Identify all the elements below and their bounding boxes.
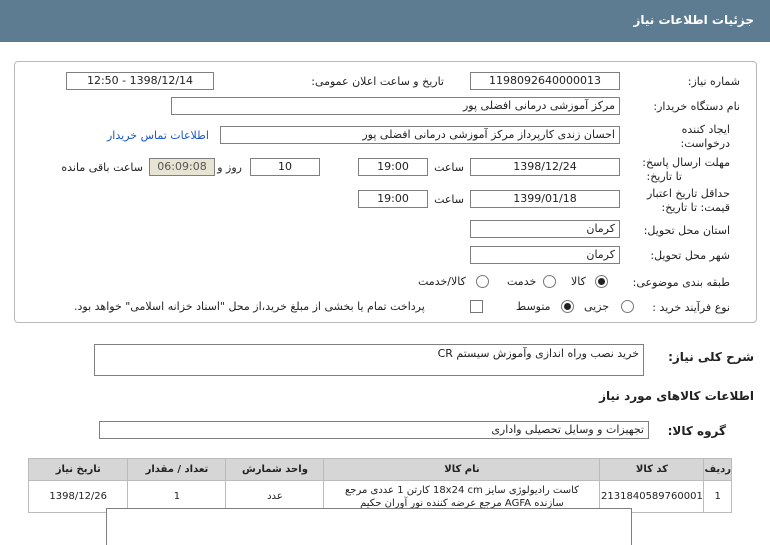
category-both-radio[interactable] — [476, 275, 489, 288]
creator-label-2: درخواست: — [680, 137, 730, 150]
purchase-medium-radio[interactable] — [561, 300, 574, 313]
buyer-contact-link[interactable]: اطلاعات تماس خریدار — [107, 129, 209, 142]
province-label: استان محل تحویل: — [643, 224, 730, 237]
purchase-small-label: جزیی — [584, 300, 610, 313]
cell-need-date: 1398/12/26 — [29, 481, 128, 513]
goods-info-title: اطلاعات کالاهای مورد نیاز — [599, 389, 754, 403]
validity-time-field[interactable]: 19:00 — [358, 190, 428, 208]
cell-unit: عدد — [226, 481, 324, 513]
cell-item-code: 2131840589760001 — [600, 481, 704, 513]
category-both-label: کالا/خدمت — [418, 275, 466, 288]
days-label: روز و — [217, 161, 242, 174]
remaining-label: ساعت باقی مانده — [61, 161, 143, 174]
purchase-type-label: نوع فرآیند خرید : — [652, 301, 730, 314]
header-item-code: کد کالا — [600, 459, 704, 481]
treasury-payment-checkbox[interactable] — [470, 300, 483, 313]
table-header-row — [29, 459, 732, 481]
header-unit: واحد شمارش — [226, 459, 324, 481]
validity-label-2: قیمت: تا تاریخ: — [661, 201, 730, 214]
header-need-date: تاریخ نیاز — [29, 459, 128, 481]
notes-box[interactable] — [106, 508, 632, 545]
goods-group-label: گروه کالا: — [667, 424, 726, 438]
deadline-time-label: ساعت — [434, 161, 464, 174]
creator-label-1: ایجاد کننده — [681, 123, 730, 136]
purchase-medium-label: متوسط — [516, 300, 551, 313]
city-field[interactable]: کرمان — [470, 246, 620, 264]
category-service-radio[interactable] — [543, 275, 556, 288]
category-service-label: خدمت — [507, 275, 537, 288]
need-number-field[interactable]: 1198092640000013 — [470, 72, 620, 90]
validity-label-1: حداقل تاریخ اعتبار — [646, 187, 730, 200]
deadline-label-1: مهلت ارسال پاسخ: — [642, 156, 730, 169]
buyer-org-label: نام دستگاه خریدار: — [653, 100, 740, 113]
page-title: جزئیات اطلاعات نیاز — [633, 13, 754, 27]
validity-time-label: ساعت — [434, 193, 464, 206]
announce-label: تاریخ و ساعت اعلان عمومی: — [311, 75, 444, 88]
creator-field[interactable]: احسان زندی کارپرداز مرکز آموزشی درمانی افضلی پور — [220, 126, 620, 144]
city-label: شهر محل تحویل: — [650, 249, 730, 262]
title-bar — [0, 0, 770, 42]
description-field[interactable]: خرید نصب وراه اندازی وآموزش سیستم CR — [94, 344, 644, 376]
cell-item-name: کاست رادیولوژی سایز 18x24 cm کارتن 1 عددی مرجع سازنده AGFA مرجع عرضه کننده نور آوران حکیم — [324, 481, 600, 513]
deadline-date-field[interactable]: 1398/12/24 — [470, 158, 620, 176]
treasury-payment-note: پرداخت تمام یا بخشی از مبلغ خرید،از محل "اسناد خزانه اسلامی" خواهد بود. — [74, 300, 425, 313]
goods-group-field[interactable]: تجهیزات و وسایل تحصیلی واداری — [99, 421, 649, 439]
days-field[interactable]: 10 — [250, 158, 320, 176]
header-quantity: تعداد / مقدار — [128, 459, 226, 481]
buyer-org-field[interactable]: مرکز آموزشی درمانی افضلی پور — [171, 97, 620, 115]
purchase-small-radio[interactable] — [621, 300, 634, 313]
header-row-number: ردیف — [704, 459, 732, 481]
province-field[interactable]: کرمان — [470, 220, 620, 238]
header-item-name: نام کالا — [324, 459, 600, 481]
deadline-time-field[interactable]: 19:00 — [358, 158, 428, 176]
announce-field[interactable]: 1398/12/14 - 12:50 — [66, 72, 214, 90]
category-goods-label: کالا — [571, 275, 586, 288]
remaining-time-field: 06:09:08 — [149, 158, 215, 176]
description-label: شرح کلی نیاز: — [668, 350, 754, 364]
deadline-label-2: تا تاریخ: — [646, 170, 682, 183]
validity-date-field[interactable]: 1399/01/18 — [470, 190, 620, 208]
category-label: طبقه بندی موضوعی: — [632, 276, 730, 289]
cell-quantity: 1 — [128, 481, 226, 513]
items-table — [28, 458, 732, 513]
cell-row-number: 1 — [704, 481, 732, 513]
category-goods-radio[interactable] — [595, 275, 608, 288]
need-number-label: شماره نیاز: — [687, 75, 740, 88]
